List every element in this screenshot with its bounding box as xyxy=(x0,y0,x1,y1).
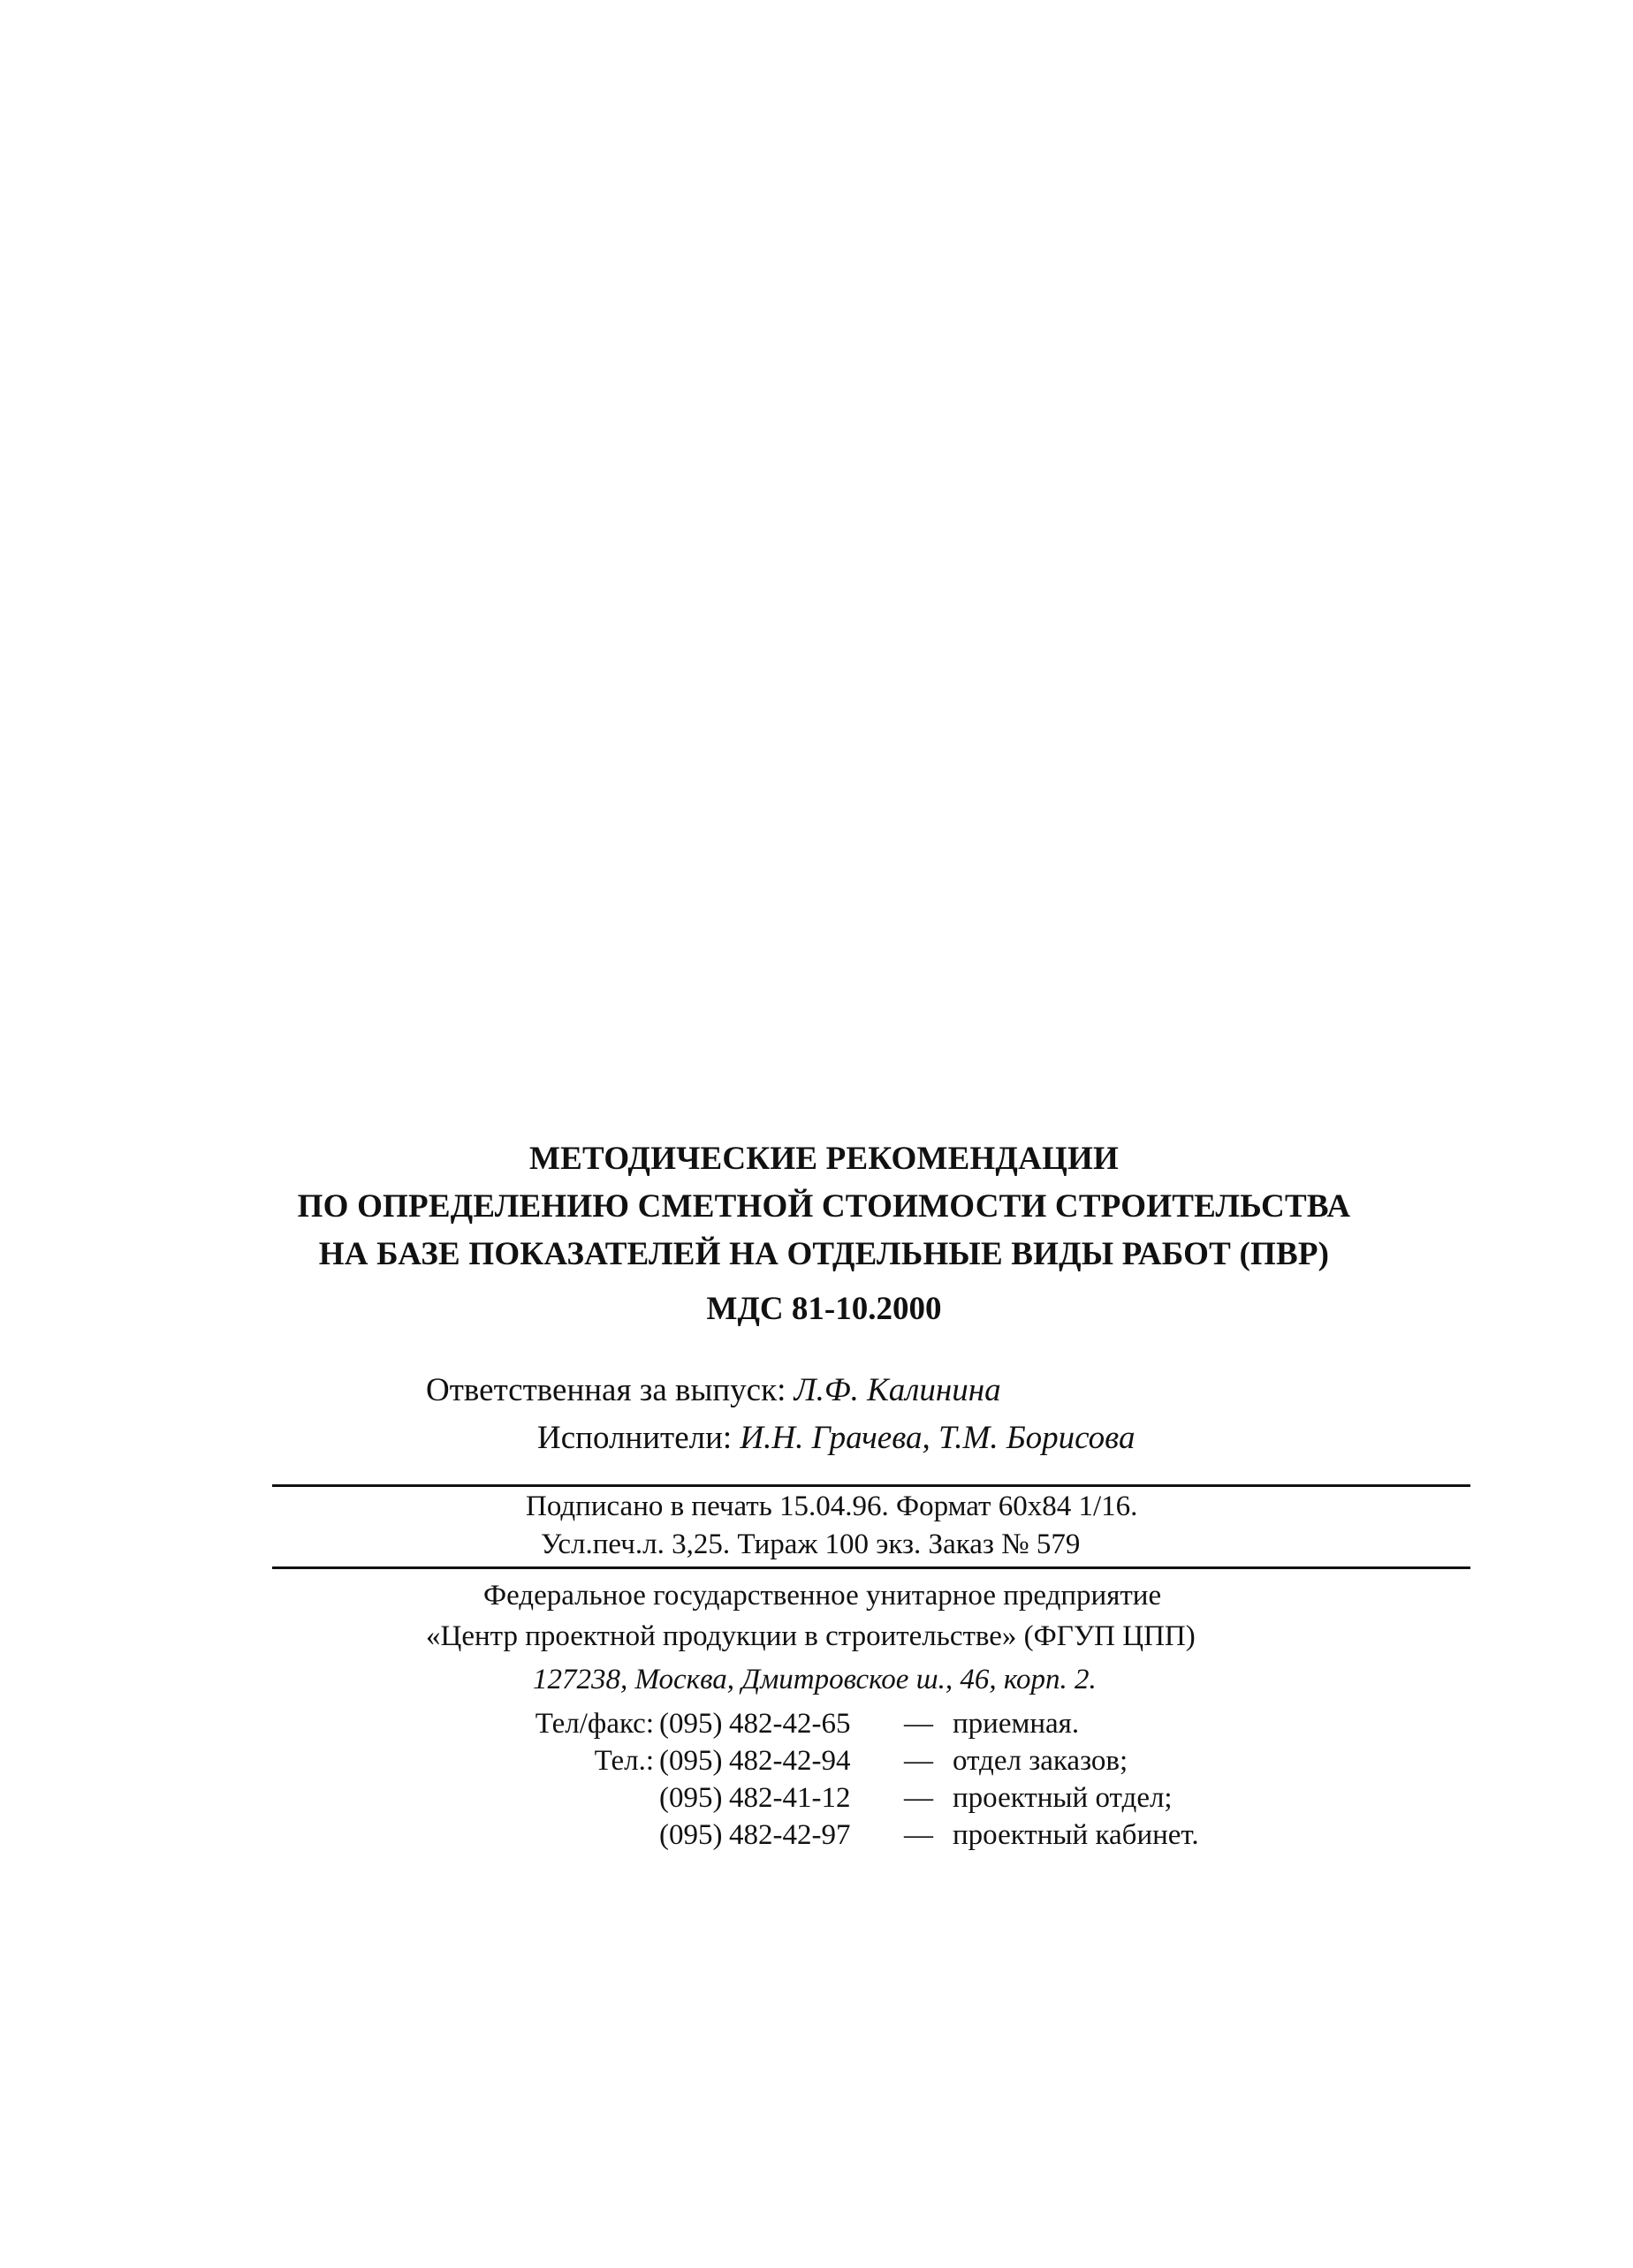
responsible-credit xyxy=(426,1369,1001,1412)
contact-area-code: (095) xyxy=(659,1708,723,1740)
contact-label: Тел.: xyxy=(594,1745,654,1777)
executors-credit xyxy=(537,1417,1135,1460)
document-title xyxy=(265,1135,1383,1278)
responsible-name: Л.Ф. Калинина xyxy=(794,1372,1001,1408)
executors-names: И.Н. Грачева, Т.М. Борисова xyxy=(740,1420,1136,1456)
contact-area-code: (095) xyxy=(659,1745,723,1777)
contact-number: 482-42-94 xyxy=(729,1745,851,1777)
document-code: МДС 81-10.2000 xyxy=(706,1291,942,1327)
contact-description: отдел заказов; xyxy=(953,1745,1128,1777)
responsible-role: Ответственная за выпуск: xyxy=(426,1372,786,1408)
contact-number: 482-41-12 xyxy=(729,1782,851,1814)
divider-top xyxy=(272,1484,1470,1487)
contact-label: Тел/факс: xyxy=(535,1708,654,1740)
contact-dash: — xyxy=(904,1745,933,1777)
publisher-line-1: Федеральное государственное унитарное предприятие xyxy=(483,1580,1162,1612)
print-info-line-1: Подписано в печать 15.04.96. Формат 60x84 1/16. xyxy=(526,1491,1138,1522)
contact-description: приемная. xyxy=(953,1708,1080,1740)
contact-dash: — xyxy=(904,1782,933,1814)
contact-dash: — xyxy=(904,1819,933,1851)
divider-bottom xyxy=(272,1566,1470,1569)
contact-description: проектный отдел; xyxy=(953,1782,1173,1814)
contact-area-code: (095) xyxy=(659,1782,723,1814)
contact-dash: — xyxy=(904,1708,933,1740)
executors-role: Исполнители: xyxy=(537,1420,733,1456)
print-info-line-2: Усл.печ.л. 3,25. Тираж 100 экз. Заказ № 579 xyxy=(541,1528,1081,1560)
contact-area-code: (095) xyxy=(659,1819,723,1851)
contact-number: 482-42-97 xyxy=(729,1819,851,1851)
publisher-address: 127238, Москва, Дмитровское ш., 46, корп. 2. xyxy=(533,1664,1097,1695)
title-line-1: МЕТОДИЧЕСКИЕ РЕКОМЕНДАЦИИ xyxy=(529,1141,1119,1177)
contact-number: 482-42-65 xyxy=(729,1708,851,1740)
publisher-line-2: «Центр проектной продукции в строительстве» (ФГУП ЦПП) xyxy=(426,1620,1196,1652)
title-line-2: ПО ОПРЕДЕЛЕНИЮ СМЕТНОЙ СТОИМОСТИ СТРОИТЕЛЬСТВА xyxy=(297,1188,1351,1225)
title-line-3: НА БАЗЕ ПОКАЗАТЕЛЕЙ НА ОТДЕЛЬНЫЕ ВИДЫ РАБОТ (ПВР) xyxy=(318,1236,1330,1272)
contact-description: проектный кабинет. xyxy=(953,1819,1199,1851)
